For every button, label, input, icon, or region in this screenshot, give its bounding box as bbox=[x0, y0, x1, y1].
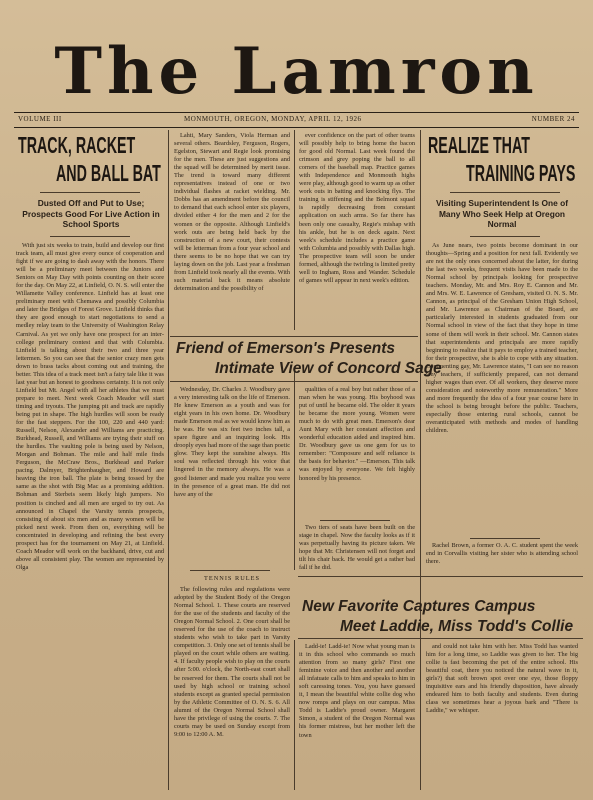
issue-number: NUMBER 24 bbox=[531, 115, 575, 123]
realize-headline-1: REALIZE THAT bbox=[428, 132, 530, 158]
realize-deck: Visiting Superintendent Is One of Many Who Seek Help at Oregon Normal bbox=[436, 198, 568, 229]
track-headline-1: TRACK, RACKET bbox=[18, 132, 136, 158]
laddie-rule-top bbox=[298, 576, 583, 577]
track-headline-2: AND BALL BAT bbox=[56, 160, 161, 186]
headline-rule bbox=[450, 192, 560, 193]
column-divider bbox=[294, 130, 295, 330]
tennis-rules-body: The following rules and regulations were adopted by the Student Body of the Oregon Normal School. 1. These courts are reserved for the use of the students and faculty of the Oregon Normal School. 2. One court shall be reserved for the use of the coach to instruct students who wish to take part in Varsity competition. 3. Only one set of tennis shall be played on the court while others are waiting. 4. If faculty people wish to play on the courts after 5:00. o'clock, the North-east court shall be reserved for them. The courts shall not be used by high school or training school students except as granted special permission by the Athletic Committee of O. N. S. 6. All alumni of the Oregon Normal School shall have the privilege of using the courts. 7. The courts may be used on Sunday except from 9:00 to 12:00 A. M. bbox=[174, 586, 290, 738]
deck-rule bbox=[470, 236, 540, 237]
separator-rule bbox=[470, 538, 540, 539]
laddie-headline-2: Meet Laddie, Miss Todd's Collie bbox=[340, 618, 574, 635]
masthead-title: The Lamron bbox=[54, 34, 539, 109]
column-divider bbox=[294, 370, 295, 570]
place-date: MONMOUTH, OREGON, MONDAY, APRIL 12, 1926 bbox=[184, 115, 362, 123]
realize-article-body: As June nears, two points become dominant in our thoughts—Spring and a position for next fall. Evidently we are not the only ones concerned about the latter, for during the last two weeks, frequent visits have been made to the Normal school by principals looking for prospective teachers. Monday, Mr. and Mrs. Roy E. Cannon and Mr. and Mrs. W. E. Lawrence of Gresham, visited O. N. S. Mr. Cannon, as principal of the Gresham Union High School, and Mr. Lawrence as Chairman of the Board, are particularly interested in students graduated from our Normal school in view of the fact that they hope in time some of them will work in their school. Mr. Cannon states that superintendents and principals are more rapidly beginning to realize that it pays to employ a trained teacher, for their prospective, she is able to cope with any situation. Commenting gay, Mr. Lawrence states, "I can see no reason why teachers, if sufficiently prepared, can not demand higher wages than ever. Of all workers, they deserve more consideration and noteworthy more remuneration." More and more frequently the idea of a four year course here in the school is being brought before the public. Teachers, especially those entering rural schools, cannot be overanticipated with methods and modes of handling children. bbox=[426, 242, 578, 435]
masthead-rule-top bbox=[14, 112, 579, 113]
emerson-headline-1: Friend of Emerson's Presents bbox=[176, 340, 396, 357]
headline-rule bbox=[40, 192, 140, 193]
laddie-headline-1: New Favorite Captures Campus bbox=[302, 598, 536, 615]
laddie-article-right: and could not take him with her. Miss Todd has wanted him for a long time, so Laddie was given to her. The big collie is fast becoming the pet of the entire school. His beautiful coat, there you noticed the natural wave in it, girls?) that soft brown spot over one eye, those floppy inquisitive ears and his friendly disposition, have already endeared him to both faculty and students. Even during class we sometimes hear a joyous bark and "There is Laddie," we whisper. bbox=[426, 643, 578, 715]
column-divider bbox=[294, 640, 295, 790]
emerson-article-right: qualities of a real boy but rather those of a man when he was young. His boyhood was put of until he became old. The older it years he became the more young. Women were much to do with great men. Emerson's dear Aunt Mary with her constant affection and wonderful education aided and inspired him. Dr. Woodbury gave us one gem for us to remember: "Composure and self reliance is the basis for behavior." —Emerson. This talk was enjoyed by everyone. We felt highly honored by his presence. bbox=[299, 386, 415, 482]
emerson-rule-bottom bbox=[170, 381, 418, 382]
emerson-article-left: Wednesday, Dr. Charles J. Woodbury gave a very interesting talk on the life of Emerson. He knew Emerson as a youth and was for eight years in his own home. Dr. Woodbury made Emerson real as we would know him as he was. He was six feet two inches tall, a spare figure and an inquiring look. His drooply eyes had more of the sage than poetic glow. They kept the sunshine always. His soul was reflected through his voice that lingered in the memory always. He was a good listener and made you realize you were in the presence of a great man. He did not have any of the bbox=[174, 386, 290, 498]
realize-headline-2: TRAINING PAYS bbox=[466, 160, 576, 186]
dateline bbox=[14, 115, 579, 127]
laddie-article-left: Ladd-ie! Ladd-ie! Now what young man is it in this school who commands so much attention from so many girls? First one feminine voice and then another and another all infatuate calls to him and speaks to him in soft caressing tones. You, you have guessed it, I mean the beautiful white collie dog who now romps and plays on our campus. Miss Todd is Laddie's proud owner. Margaret Simon, a student of the Oregon Normal was his former mistress, but her mother left the town bbox=[299, 643, 415, 739]
emerson-rule-top bbox=[170, 336, 418, 337]
tennis-rules-heading: TENNIS RULES bbox=[204, 575, 260, 582]
track-deck: Dusted Off and Put to Use; Prospects Good For Live Action in School Sports bbox=[22, 198, 160, 229]
column-divider bbox=[168, 130, 169, 790]
baseball-article-body: ever confidence on the part of other teams will possibly help to bring home the bacon for good old Normal. Last week found the crimson and grey poping the ball to all corners of the baseball map. Practice games with Independence and Monmouth highs were play, although good to warm up as other work outs in batting and knocking flys. The training is stiffening and the Belmont squad is rapidly decreasing from constant application on such arms. So far there has been only one casualty, Regie's mishap with his ankle, but he is on deck again. Next week's schedule includes a practice game with Columbia and possibly with Dallas high. The prospective team will soon be under formed, although the twirling is limited pretty well to Ingham, Ross and Wander. Schedule of games will appear in next week's edition. bbox=[299, 132, 415, 284]
volume-label: VOLUME III bbox=[18, 115, 62, 123]
laddie-rule-bottom bbox=[298, 638, 583, 639]
masthead-rule-bottom bbox=[14, 127, 579, 128]
track-article-continued: Lahti, Mary Sanders, Viola Herman and several others. Beardsley, Ferguson, Rogers, Egelston, Stewart and Regie look promising for the men. These are just suggestions and the squad will be determined by merit issue. The trend is toward many different representatives instead of one or two individual flashes at racket wielding. Mr. Dobbs has an amendment before the council to demand that each school enter six players, divided either 4 for the men and 2 for the women or the opposite. Although Linfield's work outs are being held back by the construction of a new court, their contests will be letterman from a four year school and there seems to be no hope that we can try laying down on the job. Last year a freshman from Linfield took nearly all the events. With such material back it means absolute determination and the possibility of bbox=[174, 132, 290, 292]
separator-rule bbox=[190, 570, 270, 571]
emerson-headline-2: Intimate View of Concord Sage bbox=[215, 360, 442, 377]
stage-seats-note: Two tiers of seats have been built on the stage in chapel. Now the faculty looks as if it was perpetually having its picture taken. We hope that Mr. Christensen will not forget and tilt his chair back. He would get a rather bad fall if he did. bbox=[299, 524, 415, 572]
separator-rule bbox=[320, 520, 390, 521]
rachel-brown-note: Rachel Brown, a former O. A. C. student spent the week end in Corvallis visiting her sister who is attending school there. bbox=[426, 542, 578, 566]
deck-rule bbox=[50, 236, 130, 237]
track-article-body: With just six weeks to train, build and develop our first track team, all must give every ounce of cooperation and fight if we are going to dash away with the honors. There will be a preliminary meet between the Juniors and Seniors on May Day with points counting on their score for the day. On May 22, at Linfield, O. N. S. will enter the Willamette Valley conference. Linfield has at least one preliminary meet with Chemawa and possibly Columbia and later the Bridges of Forest Grove. Linfield thinks that they are good enough to start negotiations to send a medley relay team to the University of Washington Relay Carnival. As yet we only have one prospect for an inter-college preliminary contest and that with Columbia. Linfield is talking about their two and three year lettermen. So you can see that the senior crazy men gets down to brass tacks about coming out and training, the better. This idea of a track meet isn't a fairy tale like it was last year but an honest to goodness certainty. It is not only Linfield but Mt. Angel with all her athletes that we must prepare to meet. Next week Coach Meador will start timing and tryouts. The jumping pit and track are rapidly being put in shape. The high hurdles will soon be ready for the fast steppers. For the 100, 220 and 440 yard: Russell, Nelson, Alexander and Williams are practicing. Burkhead, Russell, and Williams are trying their stuff on the hurdles. The vaulting pole is being used by Nelson, Morgan and Bohman. The mile and half mile finds Ferguson, the McCraw Bros., Burkhead and Parker pacing. Dalmyer, Brightenbaugher, and Howard are heaving the iron ball. The plate is being tossed by the same as the shot with Big Mac as a promising addition. Bohman and Sterbeis seem likely high jumpers. No position is cinched and all men are urged to try out. As announced in Chapel the Varsity tennis prospects, consisting of about six men and as many women will be picked next week. From then on, everything will be concentrated in developing and refining the best every prospect has for the tournament on May 21, at Linfield. Coach Meador will work on the backhand, drive, cut and above all consistent play. The women are represented by Olga bbox=[16, 242, 164, 571]
column-divider bbox=[420, 130, 421, 790]
